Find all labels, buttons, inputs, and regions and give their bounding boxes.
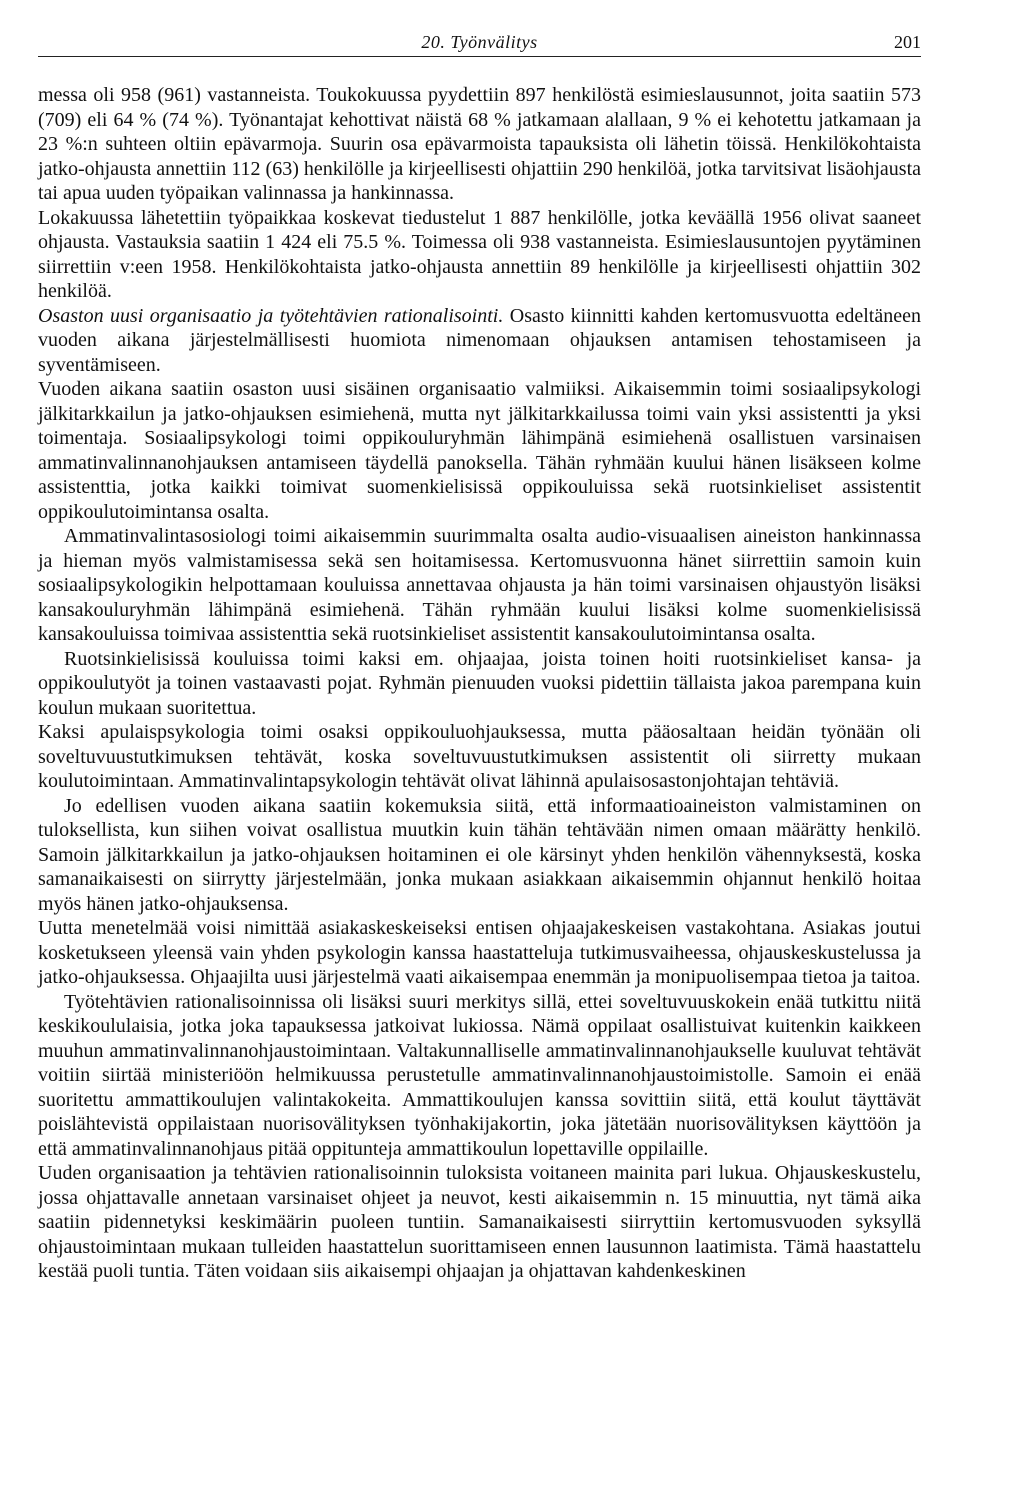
paragraph: Kaksi apulaispsykologia toimi osaksi oppikouluohjauksessa, mutta pääosaltaan heidän työnään oli soveltuvuustutkimuksen tehtävät, koska soveltuvuustutkimuksen assistentit oli siirretty mukaan koulutoimintaan. Ammatinvalintapsykologin tehtävät olivat lähinnä apulaisosastonjohtajan tehtäviä. — [38, 721, 921, 792]
paragraph — [38, 304, 921, 378]
paragraph: Ammatinvalintasosiologi toimi aikaisemmin suurimmalta osalta audio-visuaalisen aineiston hankinnassa ja hieman myös valmistamisessa sekä sen hoitamisessa. Kertomusvuonna hänet siirrettiin samoin kuin sosiaalipsykologikin helpottamaan kouluissa annettavaa ohjausta ja hän toimi varsinaisen ohjaustyön lisäksi kansakouluryhmän lähimpänä esimiehenä. Tähän ryhmään kuului lisäksi kolme suomenkielisissä kansakouluissa toimivaa assistenttia sekä ruotsinkieliset assistentit kansakoulutoimintansa osalta. — [38, 525, 921, 645]
paragraph: Lokakuussa lähetettiin työpaikkaa koskevat tiedustelut 1 887 henkilölle, jotka keväällä 1956 olivat saaneet ohjausta. Vastauksia saatiin 1 424 eli 75.5 %. Toimessa oli 938 vastanneista. Esimieslausuntojen pyytäminen siirrettiin v:een 1958. Henkilökohtaista jatko-ohjausta annettiin 89 henkilölle ja kirjeellisesti ohjattiin 302 henkilöä. — [38, 206, 921, 302]
paragraph: messa oli 958 (961) vastanneista. Toukokuussa pyydettiin 897 henkilöstä esimieslausunnot, joita saatiin 573 (709) eli 64 % (74 %). Työnantajat kehottivat näistä 68 % jatkamaan alallaan, 9 % ei kehotettu jatkamaan ja 23 %:n suhteen oltiin epävarmoja. Suurin osa epävarmoista tapauksista oli lähetin töissä. Henkilökohtaista jatko-ohjausta annettiin 112 (63) henkilölle ja kirjeellisesti ohjattiin 290 henkilöä, jotka tarvitsivat lisäohjausta tai apua uuden työpaikan valinnassa ja hankinnassa. — [38, 84, 921, 204]
section-heading: Osaston uusi organisaatio ja työtehtävien rationalisointi. — [38, 304, 504, 327]
paragraph: Uutta menetelmää voisi nimittää asiakaskeskeiseksi entisen ohjaajakeskeisen vastakohtana. Asiakas joutui kosketukseen yleensä vain yhden psykologin kanssa haastatteluja tutkimusvaiheessa, ohjauskeskustelussa ja jatko-ohjauksessa. Ohjaajilta uusi järjestelmä vaati aikaisempaa enemmän ja monipuolisempaa tietoa ja taitoa. — [38, 917, 921, 988]
page-number: 201 — [894, 32, 921, 52]
body-text — [38, 83, 921, 1284]
paragraph-text: Osasto kiinnitti kahden kertomusvuotta edeltäneen vuoden aikana järjestelmällisesti huomiota nimenomaan ohjauksen antamisen tehostamiseen ja syventämiseen. — [38, 304, 921, 376]
running-title: 20. Työnvälitys — [421, 32, 538, 52]
paragraph: Työtehtävien rationalisoinnissa oli lisäksi suuri merkitys sillä, ettei soveltuvuuskokein enää tutkittu niitä keskikoululaisia, jotka joka tapauksessa jatkoivat lukiossa. Nämä oppilaat osallistuivat kuitenkin kaikkeen muuhun ammatinvalinnanohjaustoimintaan. Valtakunnalliselle ammatinvalinnanohjaukselle kuuluvat tehtävät voitiin siirtää ministeriöön helmikuussa perustetulle ammatinvalinnanohjaustoimistolle. Samoin ei enää suoritettu ammattikoulujen valintakokeita. Ammattikoulujen kanssa sovittiin siitä, että koulut täyttävät poislähtevistä oppilaistaan nuorisovälityksen työnhakijakortin, joka jätetään nuorisovälityksen käyttöön ja että ammatinvalinnanohjaus pitää oppitunteja ammattikoulun lopettaville oppilaille. — [38, 990, 921, 1160]
page-header — [38, 30, 921, 57]
paragraph: Uuden organisaation ja tehtävien rationalisoinnin tuloksista voitaneen mainita pari lukua. Ohjauskeskustelu, jossa ohjattavalle annetaan varsinaiset ohjeet ja neuvot, kesti aikaisemmin n. 15 minuuttia, nyt tämä aika saatiin pidennetyksi keskimäärin puoleen tuntiin. Samanaikaisesti siirryttiin kertomusvuoden syksyllä ohjaustoimintaan mukaan tulleiden haastattelun suorittamiseen ennen lausunnon laatimista. Tämä haastattelu kestää puoli tuntia. Täten voidaan siis aikaisempi ohjaajan ja ohjattavan kahdenkeskinen — [38, 1162, 921, 1282]
paragraph: Vuoden aikana saatiin osaston uusi sisäinen organisaatio valmiiksi. Aikaisemmin toimi sosiaalipsykologi jälkitarkkailun ja jatko-ohjauksen esimiehenä, mutta nyt jälkitarkkailussa toimi vain yksi assistentti ja yksi toimentaja. Sosiaalipsykologi toimi oppikouluryhmän lähimpänä esimiehenä osallistuen varsinaisen ammatinvalinnanohjauksen antamiseen täydellä panoksella. Tähän ryhmään kuului hänen lisäkseen kolme assistenttia, jotka kaikki toimivat suomenkielisissä oppikouluissa sekä ruotsinkieliset assistentit oppikoulutoimintansa osalta. — [38, 378, 921, 523]
paragraph: Ruotsinkielisissä kouluissa toimi kaksi em. ohjaajaa, joista toinen hoiti ruotsinkieliset kansa- ja oppikoulutyöt ja toinen vastaavasti pojat. Ryhmän pienuuden vuoksi pidettiin tällaista jakoa parempana kuin koulun mukaan suoritettua. — [38, 647, 921, 719]
paragraph: Jo edellisen vuoden aikana saatiin kokemuksia siitä, että informaatioaineiston valmistaminen on tuloksellista, kun siihen voivat osallistua muutkin kuin tähän tehtävään nimen omaan määrätty henkilö. Samoin jälkitarkkailun ja jatko-ohjauksen hoitaminen ei ole kärsinyt yhden henkilön vähennyksestä, koska samanaikaisesti on siirrytty järjestelmään, jonka mukaan asiakkaan aikaisemmin ohjannut henkilö hoitaa myös hänen jatko-ohjauksensa. — [38, 794, 921, 915]
